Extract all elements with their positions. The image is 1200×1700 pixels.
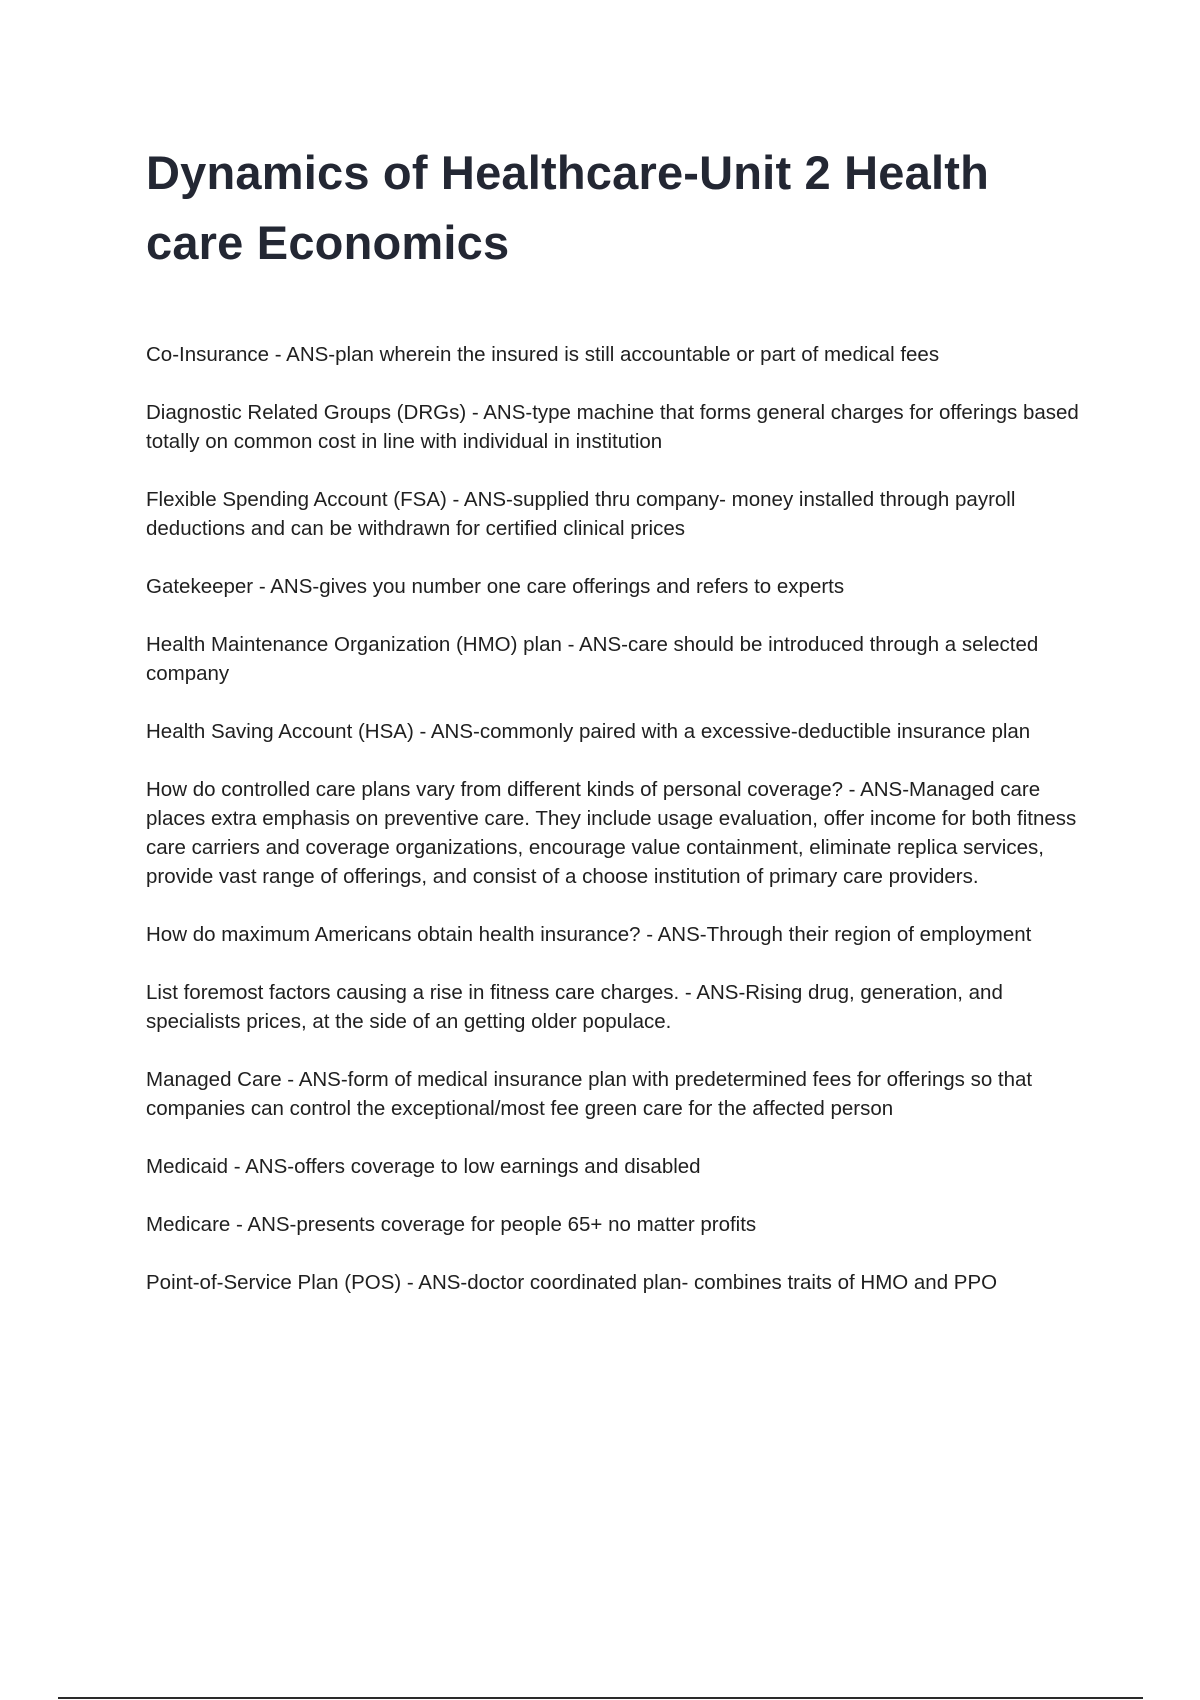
glossary-entry-medicare: Medicare - ANS-presents coverage for people 65+ no matter profits — [146, 1213, 757, 1236]
glossary-entry-hmo: Health Maintenance Organization (HMO) plan - ANS-care should be introduced through a selected company — [146, 633, 1039, 685]
glossary-entry-co-insurance: Co-Insurance - ANS-plan wherein the insured is still accountable or part of medical fees — [146, 343, 940, 366]
glossary-entry-hsa: Health Saving Account (HSA) - ANS-commonly paired with a excessive-deductible insurance plan — [146, 720, 1031, 743]
glossary-entry-medicaid: Medicaid - ANS-offers coverage to low earnings and disabled — [146, 1155, 701, 1178]
glossary-entry-gatekeeper: Gatekeeper - ANS-gives you number one care offerings and refers to experts — [146, 575, 845, 598]
footer-divider — [58, 1697, 1143, 1699]
glossary-entry-obtain-insurance: How do maximum Americans obtain health insurance? - ANS-Through their region of employment — [146, 923, 1032, 946]
page-title: Dynamics of Healthcare-Unit 2 Health care Economics — [146, 146, 989, 269]
glossary-entry-managed-care: Managed Care - ANS-form of medical insurance plan with predetermined fees for offerings so that companies can control the exceptional/most fee green care for the affected person — [146, 1068, 1033, 1120]
glossary-list — [146, 340, 1096, 1326]
glossary-entry-managed-care-vs-private: How do controlled care plans vary from different kinds of personal coverage? - ANS-Managed care places extra emphasis on preventive care. They include usage evaluation, offer income for both fitness care carriers and coverage organizations, encourage value containment, eliminate replica services, provide vast range of offerings, and consist of a choose institution of primary care providers. — [146, 778, 1077, 888]
glossary-entry-pos: Point-of-Service Plan (POS) - ANS-doctor coordinated plan- combines traits of HMO and PPO — [146, 1271, 998, 1294]
glossary-entry-fsa: Flexible Spending Account (FSA) - ANS-supplied thru company- money installed through payroll deductions and can be withdrawn for certified clinical prices — [146, 488, 1016, 540]
glossary-entry-drgs: Diagnostic Related Groups (DRGs) - ANS-type machine that forms general charges for offerings based totally on common cost in line with individual in institution — [146, 401, 1079, 453]
glossary-entry-cost-factors: List foremost factors causing a rise in fitness care charges. - ANS-Rising drug, generation, and specialists prices, at the side of an getting older populace. — [146, 981, 1003, 1033]
